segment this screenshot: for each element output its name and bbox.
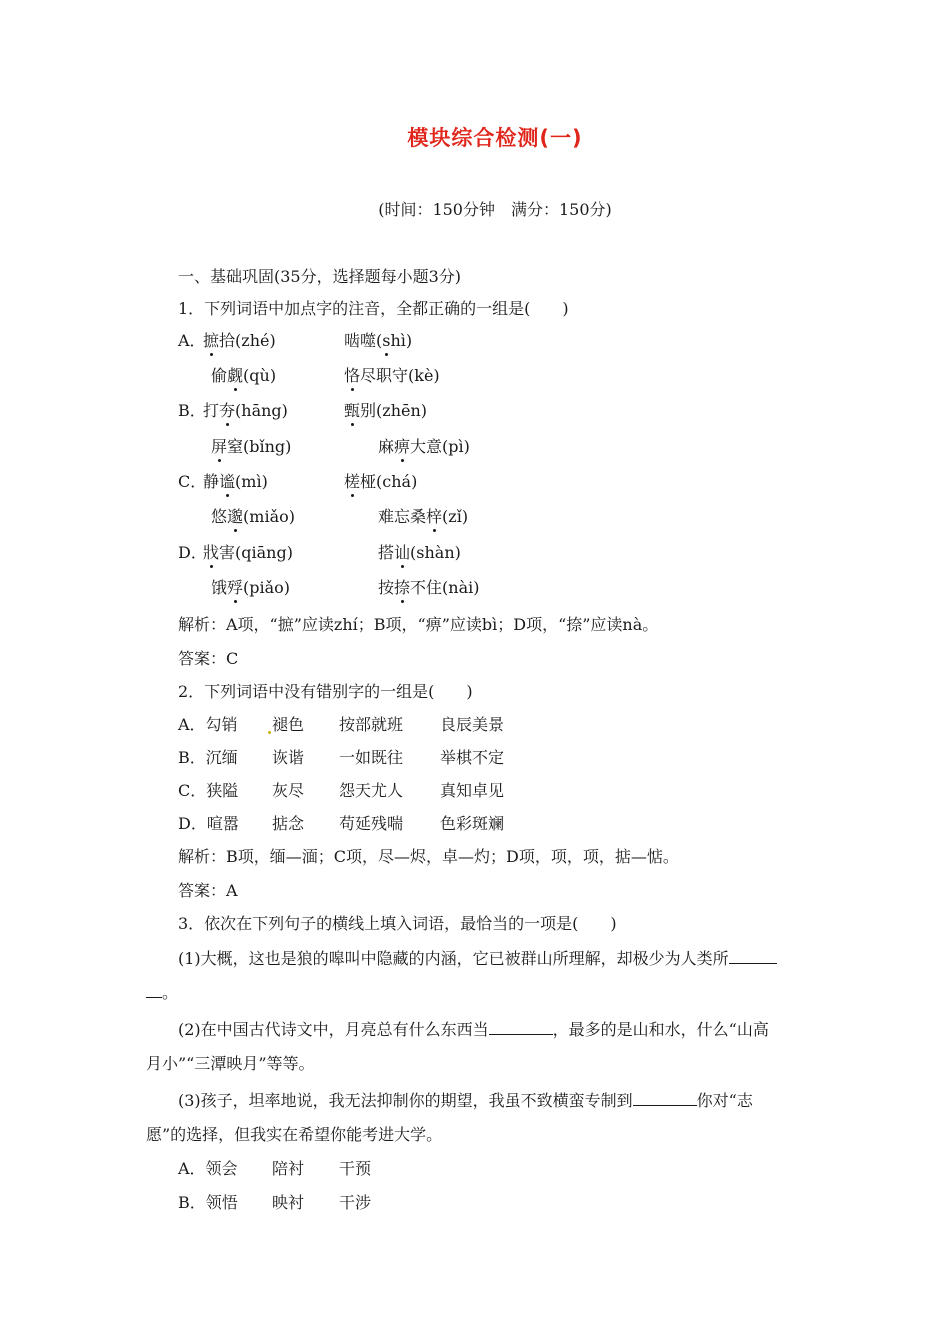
word: 屏窒(bǐng): [211, 437, 292, 456]
fill-blank: [146, 981, 162, 998]
q2-stem: 2．下列词语中没有错别字的一组是( ): [178, 682, 473, 701]
word: 按捺不住(nài): [378, 578, 480, 597]
q3-sentence-3-cont: 愿”的选择，但我实在希望你能考进大学。: [146, 1125, 443, 1144]
q2-analysis: 解析：B项，缅—湎；C项，尽—烬，卓—灼；D项，项，项，掂—惦。: [178, 847, 679, 866]
word: 摭拾(zhé): [203, 331, 276, 350]
q1-answer: 答案：C: [178, 649, 239, 668]
word: 恪尽职守(kè): [344, 366, 440, 385]
section-heading: 一、基础巩固(35分，选择题每小题3分): [178, 267, 462, 286]
q3-sentence-2: (2)在中国古代诗文中，月亮总有什么东西当 ，最多的是山和水，什么“山高: [178, 1020, 769, 1039]
word: 偷觑(qù): [211, 366, 277, 385]
q3-sentence-1: (1)大概，这也是狼的嗥叫中隐藏的内涵，它已被群山所理解，却极少为人类所: [178, 947, 777, 970]
subtitle: (时间：150分钟 满分：150分): [378, 200, 612, 219]
mark-dot: [268, 731, 271, 734]
option-label: D．: [178, 543, 207, 562]
option-label: A．: [178, 331, 206, 350]
q1-stem: 1．下列词语中加点字的注音，全都正确的一组是( ): [178, 299, 569, 318]
q1-analysis: 解析：A项，“摭”应读zhí；B项，“痹”应读bì；D项，“捺”应读nà。: [178, 615, 659, 634]
word: 槎桠(chá): [344, 472, 418, 491]
q3-stem: 3．依次在下列句子的横线上填入词语，最恰当的一项是( ): [178, 914, 617, 933]
q3-sentence-3: (3)孩子，坦率地说，我无法抑制你的期望，我虽不致横蛮专制到 你对“志: [178, 1091, 753, 1110]
word: 搭讪(shàn): [378, 543, 461, 562]
q3-sentence-2-cont: 月小”“三潭映月”等等。: [146, 1054, 315, 1073]
option-label: C．: [178, 472, 207, 491]
fill-blank: [633, 1089, 697, 1106]
word: 难忘桑梓(zǐ): [378, 507, 469, 526]
word: 静谧(mì): [203, 472, 268, 491]
word: 饿殍(piǎo): [211, 578, 291, 597]
word: 打夯(hāng): [203, 401, 288, 420]
page-title: 模块综合检测(一): [407, 126, 583, 150]
q3-sentence-1-cont: 。: [146, 981, 178, 1004]
word: 戕害(qiāng): [203, 543, 293, 562]
option-label: B．: [178, 401, 206, 420]
word: 麻痹大意(pì): [378, 437, 470, 456]
q2-answer: 答案：A: [178, 881, 238, 900]
fill-blank: [729, 947, 777, 964]
fill-blank: [489, 1018, 553, 1035]
word: 甄别(zhēn): [344, 401, 428, 420]
word: 啮噬(shì): [344, 331, 413, 350]
word: 悠邈(miǎo): [211, 507, 295, 526]
